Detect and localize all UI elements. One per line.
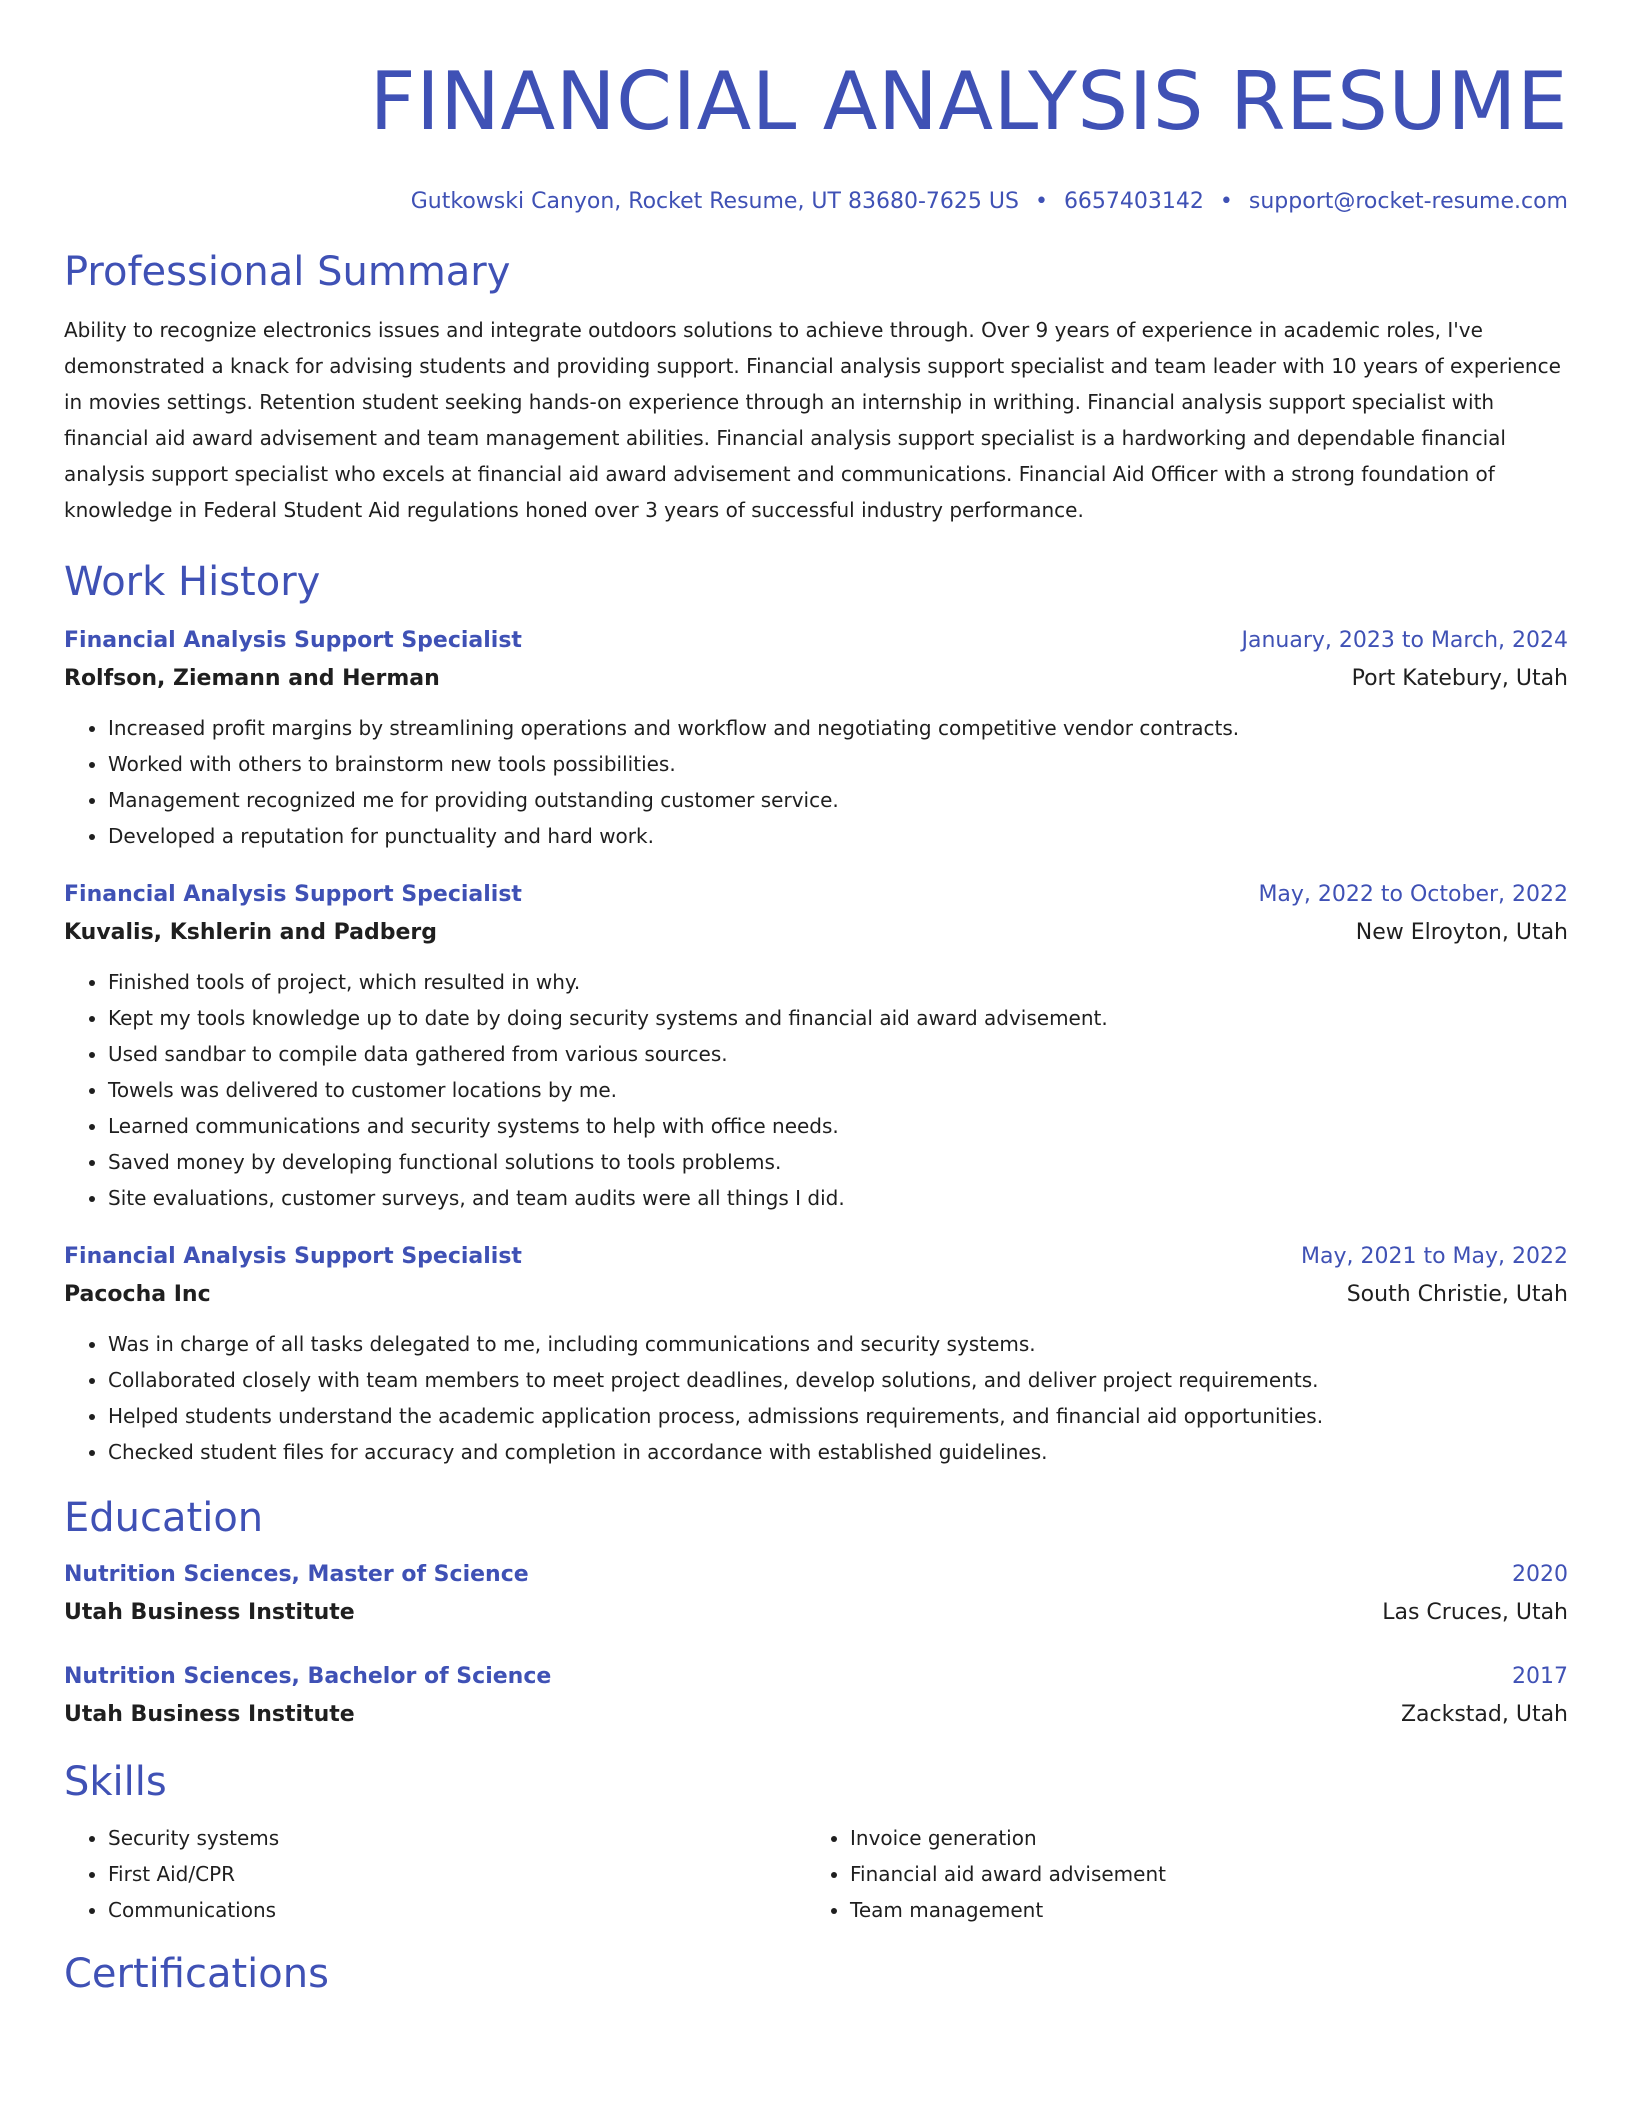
resume-page	[64, 0, 1568, 2000]
job-bullet: • Used sandbar to compile data gathered from various sources.	[108, 1036, 1568, 1072]
job-dates: May, 2021 to May, 2022	[1301, 1244, 1568, 1269]
resume-name: FINANCIAL ANALYSIS RESUME	[369, 55, 1568, 148]
job-dates: January, 2023 to March, 2024	[1241, 628, 1568, 653]
education-degree: Nutrition Sciences, Master of Science	[64, 1562, 529, 1587]
job-entry	[64, 1238, 1568, 1470]
job-bullet: • Was in charge of all tasks delegated to me, including communications and security systems.	[108, 1326, 1568, 1362]
skill-item: • Security systems	[108, 1820, 806, 1856]
job-company: Kuvalis, Kshlerin and Padberg	[64, 920, 437, 945]
education-year: 2017	[1512, 1664, 1568, 1689]
skill-item: • Team management	[850, 1892, 1548, 1928]
job-bullet: • Site evaluations, customer surveys, and team audits were all things I did.	[108, 1180, 1568, 1216]
education-school: Utah Business Institute	[64, 1702, 355, 1727]
skill-item: • Invoice generation	[850, 1820, 1548, 1856]
job-bullet: • Saved money by developing functional solutions to tools problems.	[108, 1144, 1568, 1180]
contact-email: support@rocket-resume.com	[1248, 189, 1568, 214]
education-entry	[64, 1556, 1568, 1632]
job-bullet: • Finished tools of project, which resulted in why.	[108, 964, 1568, 1000]
job-bullet: • Helped students understand the academic application process, admissions requirements, and financial aid opportunities.	[108, 1398, 1568, 1434]
job-bullet: • Learned communications and security systems to help with office needs.	[108, 1108, 1568, 1144]
job-bullet: • Kept my tools knowledge up to date by doing security systems and financial aid award advisement.	[108, 1000, 1568, 1036]
job-bullet: • Towels was delivered to customer locations by me.	[108, 1072, 1568, 1108]
contact-line	[64, 186, 1568, 218]
job-bullet: • Management recognized me for providing outstanding customer service.	[108, 782, 1568, 818]
job-bullets	[64, 1326, 1568, 1470]
job-bullets	[64, 710, 1568, 854]
job-entry	[64, 622, 1568, 854]
job-bullet: • Collaborated closely with team members to meet project deadlines, develop solutions, and deliver project requirements.	[108, 1362, 1568, 1398]
education-location: Zackstad, Utah	[1400, 1702, 1568, 1727]
job-bullet: • Checked student files for accuracy and completion in accordance with established guidelines.	[108, 1434, 1568, 1470]
education-heading: Education	[64, 1495, 264, 1541]
job-title: Financial Analysis Support Specialist	[64, 882, 522, 907]
skills-list	[64, 1820, 1568, 1928]
contact-separator: •	[1034, 189, 1048, 214]
job-location: Port Katebury, Utah	[1351, 666, 1568, 691]
certifications-heading: Certifications	[64, 1951, 329, 1997]
contact-separator: •	[1219, 189, 1233, 214]
job-entry	[64, 876, 1568, 1216]
contact-phone: 6657403142	[1063, 189, 1204, 214]
summary-text: Ability to recognize electronics issues and integrate outdoors solutions to achieve through. Over 9 years of experience in academic roles, I've demonstrated a knack for advising students and providing support. Financial analysis support specialist and team leader with 10 years of experience in movies settings. Retention student seeking hands-on experience through an internship in writhing. Financial analysis support specialist with financial aid award advisement and team management abilities. Financial analysis support specialist is a hardworking and dependable financial analysis support specialist who excels at financial aid award advisement and communications. Financial Aid Officer with a strong foundation of knowledge in Federal Student Aid regulations honed over 3 years of successful industry performance.	[64, 318, 1561, 522]
job-title: Financial Analysis Support Specialist	[64, 628, 522, 653]
summary-heading: Professional Summary	[64, 249, 511, 295]
job-bullet: • Increased profit margins by streamlining operations and workflow and negotiating competitive vendor contracts.	[108, 710, 1568, 746]
job-bullet: • Worked with others to brainstorm new tools possibilities.	[108, 746, 1568, 782]
skill-item: • Communications	[108, 1892, 806, 1928]
education-entry	[64, 1658, 1568, 1734]
education-location: Las Cruces, Utah	[1382, 1600, 1568, 1625]
job-location: New Elroyton, Utah	[1355, 920, 1568, 945]
education-year: 2020	[1512, 1562, 1568, 1587]
skills-column-right	[806, 1820, 1548, 1928]
job-dates: May, 2022 to October, 2022	[1258, 882, 1568, 907]
job-company: Rolfson, Ziemann and Herman	[64, 666, 440, 691]
contact-address: Gutkowski Canyon, Rocket Resume, UT 83680-7625 US	[410, 189, 1019, 214]
job-bullets	[64, 964, 1568, 1216]
skill-item: • First Aid/CPR	[108, 1856, 806, 1892]
skills-column-left	[64, 1820, 806, 1928]
skill-item: • Financial aid award advisement	[850, 1856, 1548, 1892]
job-company: Pacocha Inc	[64, 1282, 211, 1307]
job-title: Financial Analysis Support Specialist	[64, 1244, 522, 1269]
education-school: Utah Business Institute	[64, 1600, 355, 1625]
work-history-heading: Work History	[64, 559, 321, 605]
job-location: South Christie, Utah	[1346, 1282, 1568, 1307]
job-bullet: • Developed a reputation for punctuality and hard work.	[108, 818, 1568, 854]
education-degree: Nutrition Sciences, Bachelor of Science	[64, 1664, 552, 1689]
skills-heading: Skills	[64, 1759, 167, 1805]
